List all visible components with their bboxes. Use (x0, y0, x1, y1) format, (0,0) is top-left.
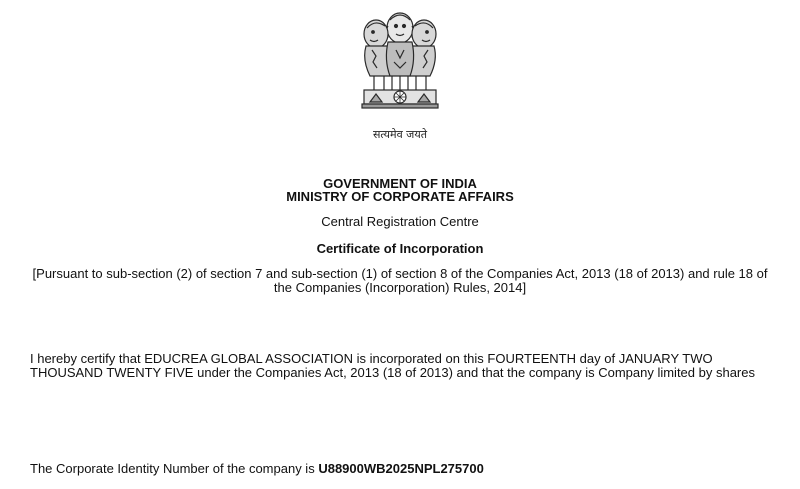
incorporation-month: JANUARY (618, 351, 679, 366)
company-name: EDUCREA GLOBAL ASSOCIATION (144, 351, 353, 366)
cin-label: The Corporate Identity Number of the company is (30, 461, 315, 476)
legal-reference: [Pursuant to sub-section (2) of section 7 and sub-section (1) of section 8 of the Companies Act, 2013 (18 of 2013) and rule 18 of the Companies (Incorporation) Rules, 2014] (32, 266, 768, 295)
registration-centre: Central Registration Centre (321, 214, 479, 229)
certification-statement (30, 352, 775, 380)
national-emblem-icon (352, 6, 448, 134)
certify-suffix: under the Companies Act, 2013 (18 of 2013) and that the company is Company limited by shares (197, 365, 755, 380)
incorporation-day: FOURTEENTH (487, 351, 577, 366)
emblem-motto: सत्यमेव जयते (372, 128, 427, 141)
certificate-title: Certificate of Incorporation (316, 241, 484, 256)
emblem-graphic (352, 6, 448, 134)
incorporation-year: TWO THOUSAND TWENTY FIVE (30, 351, 713, 380)
certify-mid1: is incorporated on this (356, 351, 484, 366)
ministry-title: MINISTRY OF CORPORATE AFFAIRS (286, 189, 514, 204)
certify-prefix: I hereby certify that (30, 351, 141, 366)
government-title: GOVERNMENT OF INDIA (323, 176, 477, 191)
certify-mid2: day of (579, 351, 616, 366)
cin-statement (30, 461, 484, 476)
cin-value: U88900WB2025NPL275700 (318, 461, 484, 476)
